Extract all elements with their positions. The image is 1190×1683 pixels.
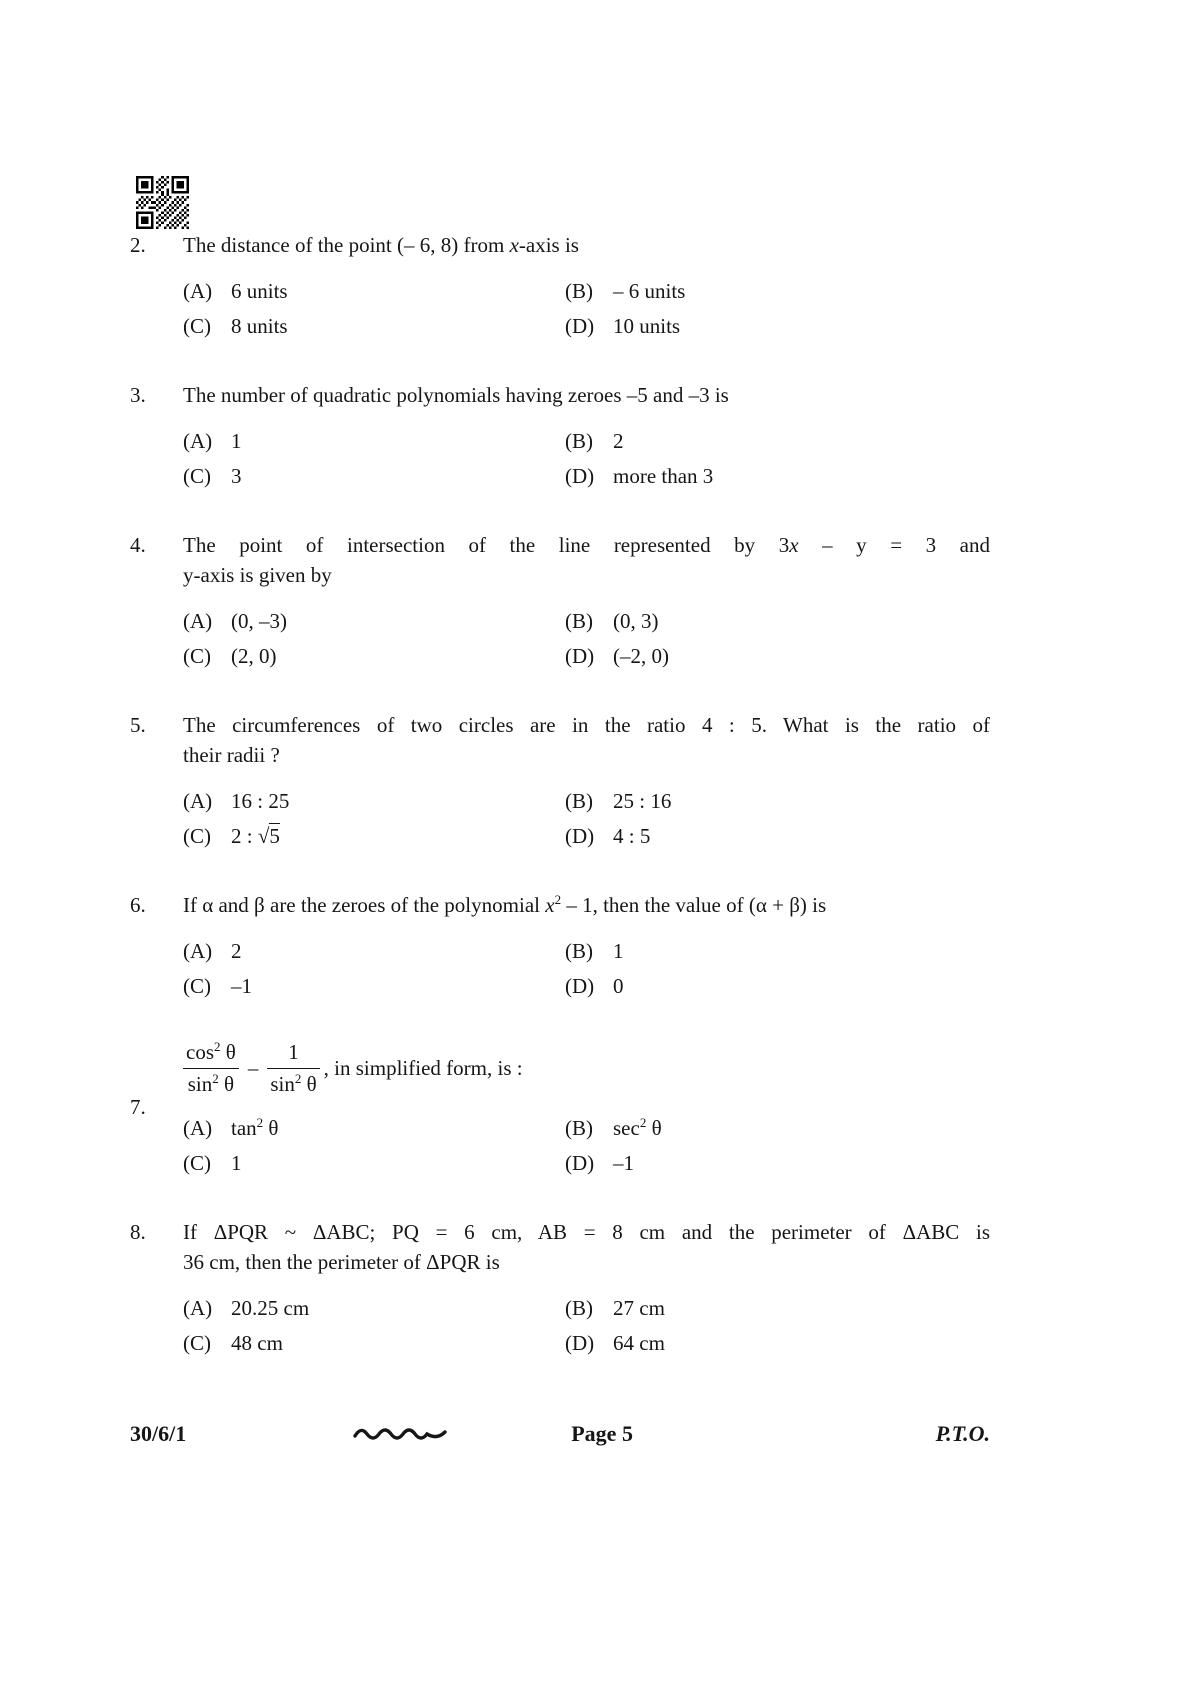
option-letter: (C) [183, 644, 211, 668]
options-grid [183, 784, 990, 854]
options-grid [183, 934, 990, 1004]
option-text: 10 units [613, 314, 681, 338]
question-text-line: The circumferences of two circles are in the ratio 4 : 5. What is the ratio of [183, 713, 990, 737]
qr-code [136, 176, 189, 229]
answer-option [183, 1111, 565, 1146]
qr-code-image [136, 176, 189, 229]
question-body [183, 530, 990, 674]
answer-option [183, 1291, 565, 1326]
page-number-label: Page 5 [571, 1421, 633, 1446]
option-letter: (B) [565, 939, 593, 963]
question-list [130, 230, 990, 1361]
option-letter: (D) [565, 644, 595, 668]
option-letter: (D) [565, 1331, 595, 1355]
option-letter: (A) [183, 1116, 213, 1140]
question-5 [130, 710, 990, 854]
question-text-line: The number of quadratic polynomials having zeroes –5 and –3 is [183, 383, 729, 407]
option-text: (0, –3) [231, 609, 287, 633]
option-text: –1 [613, 1151, 634, 1175]
option-letter: (D) [565, 464, 595, 488]
option-letter: (C) [183, 1331, 211, 1355]
option-text: 2 : √5 [231, 824, 280, 848]
option-letter: (B) [565, 279, 593, 303]
option-text: 0 [613, 974, 624, 998]
option-text: 2 [613, 429, 624, 453]
option-letter: (B) [565, 1116, 593, 1140]
option-text: $\tan^2 \theta$ [231, 1115, 279, 1140]
question-body [183, 230, 990, 344]
question-number: 7. [130, 1094, 146, 1119]
answer-option [183, 309, 565, 344]
answer-option [183, 819, 565, 854]
question-2 [130, 230, 990, 344]
option-letter: (D) [565, 824, 595, 848]
option-text: – 6 units [613, 279, 686, 303]
answer-option [183, 1326, 565, 1361]
option-text: 64 cm [613, 1331, 665, 1355]
question-body [183, 710, 990, 854]
question-number: 3. [130, 383, 146, 407]
option-text: 1 [231, 1151, 242, 1175]
option-text: 2 [231, 939, 242, 963]
option-letter: (D) [565, 1151, 595, 1175]
question-body [183, 380, 990, 494]
answer-option [565, 459, 990, 494]
answer-option [183, 424, 565, 459]
answer-option [183, 459, 565, 494]
option-letter: (C) [183, 1151, 211, 1175]
option-text: 27 cm [613, 1296, 665, 1320]
answer-option [183, 639, 565, 674]
option-text: 48 cm [231, 1331, 283, 1355]
option-text: 4 : 5 [613, 824, 651, 848]
option-letter: (B) [565, 789, 593, 813]
option-text: $\sec^2 \theta$ [613, 1115, 662, 1140]
option-text: 6 units [231, 279, 288, 303]
answer-option [565, 309, 990, 344]
answer-option [183, 969, 565, 1004]
options-grid [183, 1291, 990, 1361]
option-letter: (A) [183, 279, 213, 303]
wave-squiggle-icon [351, 1424, 451, 1444]
option-text: –1 [231, 974, 252, 998]
answer-option [565, 639, 990, 674]
options-grid [183, 604, 990, 674]
question-7 [130, 1040, 990, 1181]
option-text: (–2, 0) [613, 644, 669, 668]
question-text-line: y-axis is given by [183, 563, 332, 587]
option-letter: (A) [183, 939, 213, 963]
option-text: (0, 3) [613, 609, 659, 633]
question-body [183, 890, 990, 1004]
question-number: 8. [130, 1220, 146, 1244]
question-body [183, 1217, 990, 1361]
question-3 [130, 380, 990, 494]
answer-option [183, 1146, 565, 1181]
question-text-line: $\frac{\cos^2 \theta}{\sin^2 \theta}$ – $\frac{1}{\sin^2 \theta}$ , in simplified form, is : [183, 1040, 990, 1097]
option-letter: (C) [183, 464, 211, 488]
options-grid [183, 274, 990, 344]
answer-option [565, 969, 990, 1004]
answer-option [565, 819, 990, 854]
option-text: 16 : 25 [231, 789, 290, 813]
answer-option [183, 274, 565, 309]
paper-code: 30/6/1 [130, 1421, 187, 1446]
option-text: more than 3 [613, 464, 714, 488]
option-text: (2, 0) [231, 644, 277, 668]
option-letter: (B) [565, 1296, 593, 1320]
answer-option [183, 604, 565, 639]
question-number: 5. [130, 713, 146, 737]
question-text-line: The point of intersection of the line represented by 3x – y = 3 and [183, 533, 990, 557]
answer-option [565, 274, 990, 309]
question-text-line: If α and β are the zeroes of the polynomial $x^2 - 1$, then the value of (α + β) is [183, 892, 827, 917]
question-body [183, 1040, 990, 1181]
option-letter: (D) [565, 974, 595, 998]
pto-label: P.T.O. [935, 1421, 990, 1446]
option-text: 20.25 cm [231, 1296, 310, 1320]
option-text: 3 [231, 464, 242, 488]
answer-option [565, 784, 990, 819]
answer-option [183, 784, 565, 819]
question-number: 6. [130, 893, 146, 917]
option-letter: (B) [565, 609, 593, 633]
answer-option [565, 1326, 990, 1361]
option-letter: (B) [565, 429, 593, 453]
question-text-line: If ΔPQR ~ ΔABC; PQ = 6 cm, AB = 8 cm and the perimeter of ΔABC is [183, 1220, 990, 1244]
option-letter: (A) [183, 1296, 213, 1320]
option-letter: (C) [183, 314, 211, 338]
options-grid [183, 424, 990, 494]
answer-option [565, 1146, 990, 1181]
option-letter: (A) [183, 429, 213, 453]
answer-option [565, 1291, 990, 1326]
answer-option [565, 604, 990, 639]
option-text: 25 : 16 [613, 789, 672, 813]
question-text-line: their radii ? [183, 743, 280, 767]
question-8 [130, 1217, 990, 1361]
option-letter: (A) [183, 789, 213, 813]
option-text: 8 units [231, 314, 288, 338]
option-letter: (C) [183, 974, 211, 998]
option-letter: (D) [565, 314, 595, 338]
page-footer [130, 1421, 990, 1447]
options-grid [183, 1111, 990, 1181]
question-6 [130, 890, 990, 1004]
answer-option [565, 424, 990, 459]
option-letter: (C) [183, 824, 211, 848]
answer-option [183, 934, 565, 969]
question-4 [130, 530, 990, 674]
question-number: 4. [130, 533, 146, 557]
option-letter: (A) [183, 609, 213, 633]
question-text-line: The distance of the point (– 6, 8) from x-axis is [183, 233, 579, 257]
option-text: 1 [231, 429, 242, 453]
question-number: 2. [130, 233, 146, 257]
answer-option [565, 934, 990, 969]
option-text: 1 [613, 939, 624, 963]
answer-option [565, 1111, 990, 1146]
question-text-line: 36 cm, then the perimeter of ΔPQR is [183, 1250, 500, 1274]
